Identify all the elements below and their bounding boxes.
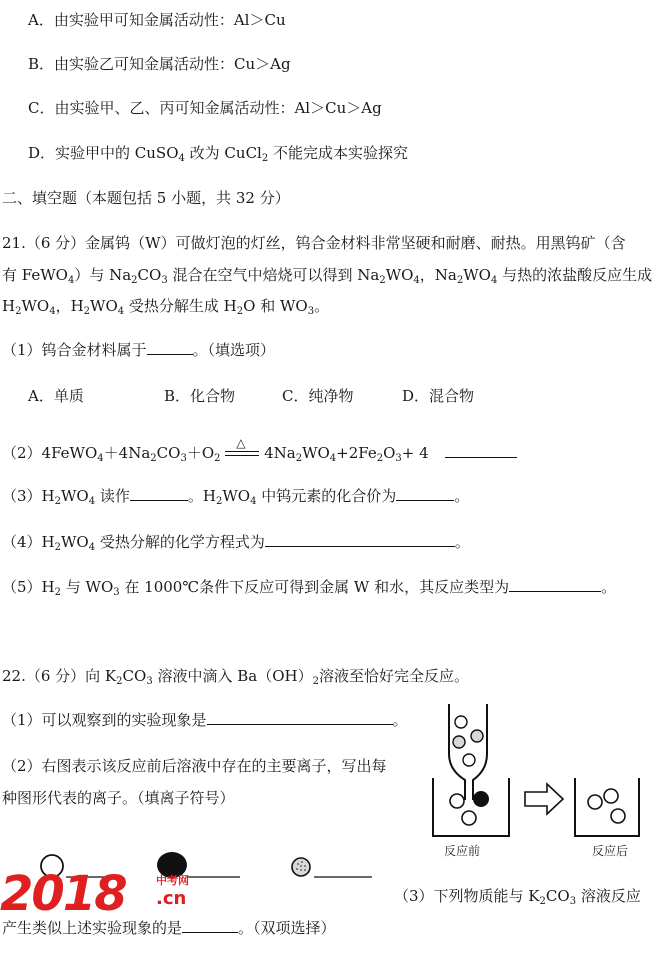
reaction-condition [225,436,259,461]
white-ion-after-3 [611,809,625,823]
answer-blank[interactable] [130,486,188,501]
q21-part4: $(4)H_2WO_4$ 受热分解的化学方程式为 。 [2,533,470,553]
beaker-before [433,778,509,836]
q22-part1: （1）可以观察到的实验现象是 。 [2,711,408,729]
q22-part3-line1: （3）下列物质能与 $K_2CO_3$ 溶液反应 [394,887,641,907]
white-ion-before-2 [462,811,476,825]
q20-option-b: B．由实验乙可知金属活动性：Cu＞Ag [28,55,291,73]
q20-option-d: D．实验甲中的 CuSO$_4$ 改为 CuCl$_2$ 不能完成本实验探究 [28,144,408,164]
black-ion-before [473,791,489,807]
logo-number: 2018 [0,866,126,922]
q21-part3: $(3)H_2WO_4$ 读作 。$H_2WO_4$ 中钨元素的化合价为 。 [2,487,470,507]
label-before: 反应前 [444,844,481,858]
reaction-diagram [425,696,650,842]
q22-part3-line2: 产生类似上述实验现象的是 。（双项选择） [2,919,336,937]
q22-part2-line2: 种图形代表的离子。（填离子符号） [2,789,235,807]
q21-stem-line1: 21.（6 分）金属钨（W）可做灯泡的灯丝，钨合金材料非常坚硬和耐磨、耐热。用黑钨矿（含 [2,234,626,252]
section-heading: 二、填空题（本题包括 5 小题，共 32 分） [2,189,290,207]
q22-stem: 22.（6 分）向 $K_2CO_3$ 溶液中滴入 $Ba(OH)_2$溶液至恰好完全反应。 [2,667,469,687]
white-ion-after-2 [604,789,618,803]
q21-part2-equation: $(2)4FeWO_4+4Na_2CO_3+O_2$ △ $4Na_2WO_4+2Fe_2O_3+ 4$ [2,443,517,463]
q21-stem-line2: 有 FeWO$_4$）与 $Na_2CO_3$ 混合在空气中焙烧可以得到 $Na_2WO_4$，$Na_2WO_4$ 与热的浓盐酸反应生成 [2,266,653,286]
answer-blank[interactable] [265,532,455,547]
logo-suffix: .cn [156,888,187,909]
dotted-circle-ion [292,858,310,876]
answer-blank[interactable] [147,340,193,355]
heat-symbol: △ [236,436,246,450]
watermark-logo [0,868,210,928]
arrow-right-icon [525,784,563,814]
answer-blank[interactable] [207,710,393,725]
q22-part2-line1: （2）右图表示该反应前后溶液中存在的主要离子，写出每 [2,757,387,775]
answer-blank[interactable] [509,577,601,592]
label-after: 反应后 [592,844,629,858]
q21-part1: （1）钨合金材料属于 。（填选项） [2,341,276,359]
q20-option-a: A．由实验甲可知金属活动性：Al＞Cu [28,11,286,29]
dropper-tube [449,704,487,800]
white-ion-before [450,794,464,808]
q21-part1-options: A．单质 B．化合物 C．纯净物 D．混合物 [28,387,475,405]
answer-blank[interactable] [396,486,454,501]
beaker-after [575,778,639,836]
logo-subtitle: 中考网 [156,874,189,887]
white-ion-after [588,795,602,809]
q20-option-c: C．由实验甲、乙、丙可知金属活动性：Al＞Cu＞Ag [28,99,382,117]
answer-blank[interactable] [445,443,517,458]
q21-part5: $(5)H_2$ 与 $WO_3$ 在 1000℃条件下反应可得到金属 W 和水，其反应类型为 。 [2,578,617,598]
q21-stem-line3: $H_2WO_4$，$H_2WO_4$ 受热分解生成 $H_2O$ 和 $WO_3$。 [2,297,330,317]
